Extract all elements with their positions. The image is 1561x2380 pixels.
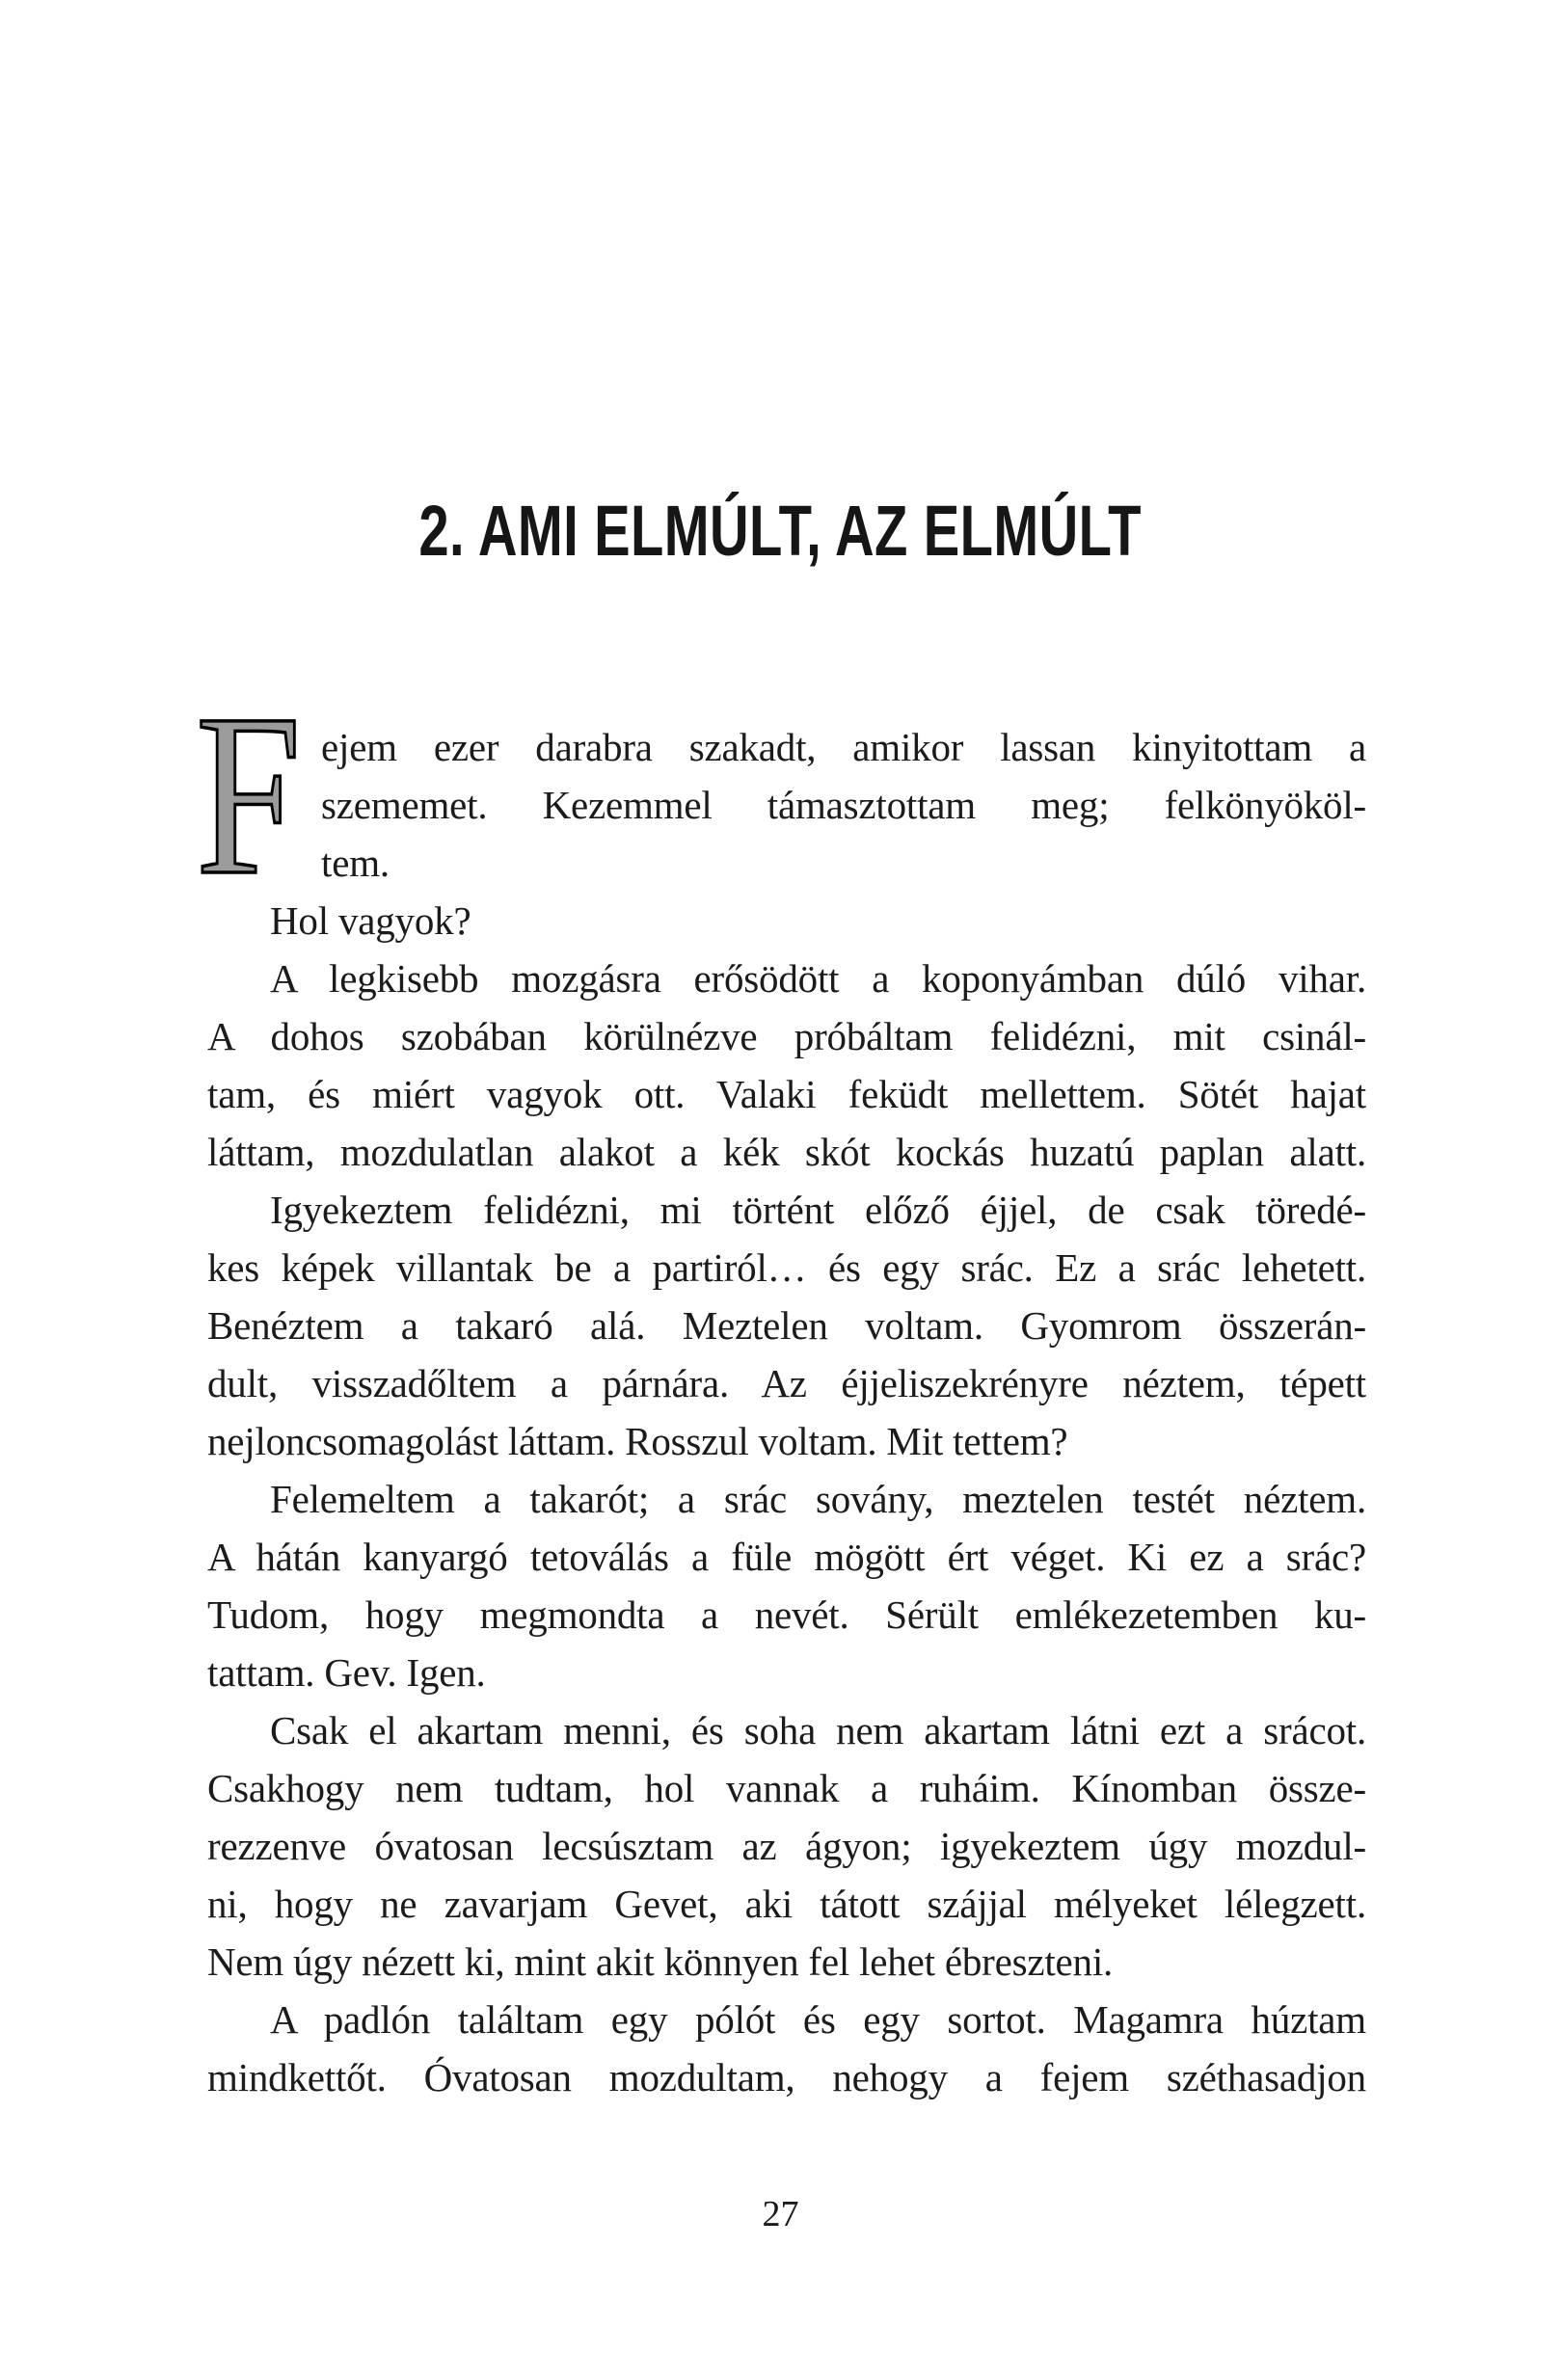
body-line: dult, visszadőltem a párnára. Az éjjeliszekrényre néztem, tépett bbox=[207, 1361, 1366, 1405]
body-line: A legkisebb mozgásra erősödött a koponyámban dúló vihar. bbox=[270, 956, 1366, 1001]
body-line: szememet. Kezemmel támasztottam meg; felkönyököl- bbox=[321, 783, 1366, 827]
body-line: rezzenve óvatosan lecsúsztam az ágyon; igyekeztem úgy mozdul- bbox=[207, 1824, 1366, 1868]
paragraph-dropcap bbox=[207, 718, 1366, 892]
body-line: Tudom, hogy megmondta a nevét. Sérült emlékezetemben ku- bbox=[207, 1592, 1366, 1637]
page-number: 27 bbox=[762, 2194, 799, 2234]
chapter-title bbox=[0, 493, 1561, 570]
body-line: Felemeltem a takarót; a srác sovány, meztelen testét néztem. bbox=[270, 1477, 1366, 1521]
chapter-title-text: 2. AMI ELMÚLT, AZ ELMÚLT bbox=[418, 491, 1143, 571]
body-line: Benéztem a takaró alá. Meztelen voltam. Gyomrom összerán- bbox=[207, 1303, 1366, 1348]
body-line: kes képek villantak be a partiról… és egy srác. Ez a srác lehetett. bbox=[207, 1245, 1366, 1290]
body-line: A padlón találtam egy pólót és egy sortot. Magamra húztam bbox=[270, 1997, 1366, 2042]
paragraph bbox=[207, 892, 1366, 949]
body-line: A dohos szobában körülnézve próbáltam felidézni, mit csinál- bbox=[207, 1014, 1366, 1058]
paragraph bbox=[207, 1991, 1366, 2106]
body-line: mindkettőt. Óvatosan mozdultam, nehogy a fejem széthasadjon bbox=[207, 2055, 1366, 2099]
body-line: nejloncsomagolást láttam. Rosszul voltam. Mit tettem? bbox=[207, 1419, 1068, 1463]
body-line: Csakhogy nem tudtam, hol vannak a ruháim. Kínomban össze- bbox=[207, 1766, 1366, 1810]
paragraph bbox=[207, 1181, 1366, 1470]
body-line: tattam. Gev. Igen. bbox=[207, 1650, 486, 1695]
body-line: Igyekeztem felidézni, mi történt előző éjjel, de csak töredé- bbox=[270, 1188, 1366, 1232]
body-line: A hátán kanyargó tetoválás a füle mögött ért véget. Ki ez a srác? bbox=[207, 1535, 1366, 1579]
body-line: tam, és miért vagyok ott. Valaki feküdt mellettem. Sötét hajat bbox=[207, 1072, 1366, 1116]
paragraph bbox=[207, 1701, 1366, 1991]
drop-cap-letter: F bbox=[196, 666, 302, 923]
body-line: ni, hogy ne zavarjam Gevet, aki tátott szájjal mélyeket lélegzett. bbox=[207, 1882, 1366, 1926]
body-line: láttam, mozdulatlan alakot a kék skót kockás huzatú paplan alatt. bbox=[207, 1130, 1366, 1174]
body-text-column bbox=[207, 718, 1366, 2106]
body-line: Nem úgy nézett ki, mint akit könnyen fel lehet ébreszteni. bbox=[207, 1939, 1114, 1984]
paragraph bbox=[207, 949, 1366, 1181]
body-line: Hol vagyok? bbox=[270, 898, 471, 943]
body-line: tem. bbox=[321, 841, 390, 885]
paragraph bbox=[207, 1470, 1366, 1701]
body-line: ejem ezer darabra szakadt, amikor lassan kinyitottam a bbox=[321, 725, 1366, 769]
body-line: Csak el akartam menni, és soha nem akartam látni ezt a srácot. bbox=[270, 1708, 1366, 1752]
